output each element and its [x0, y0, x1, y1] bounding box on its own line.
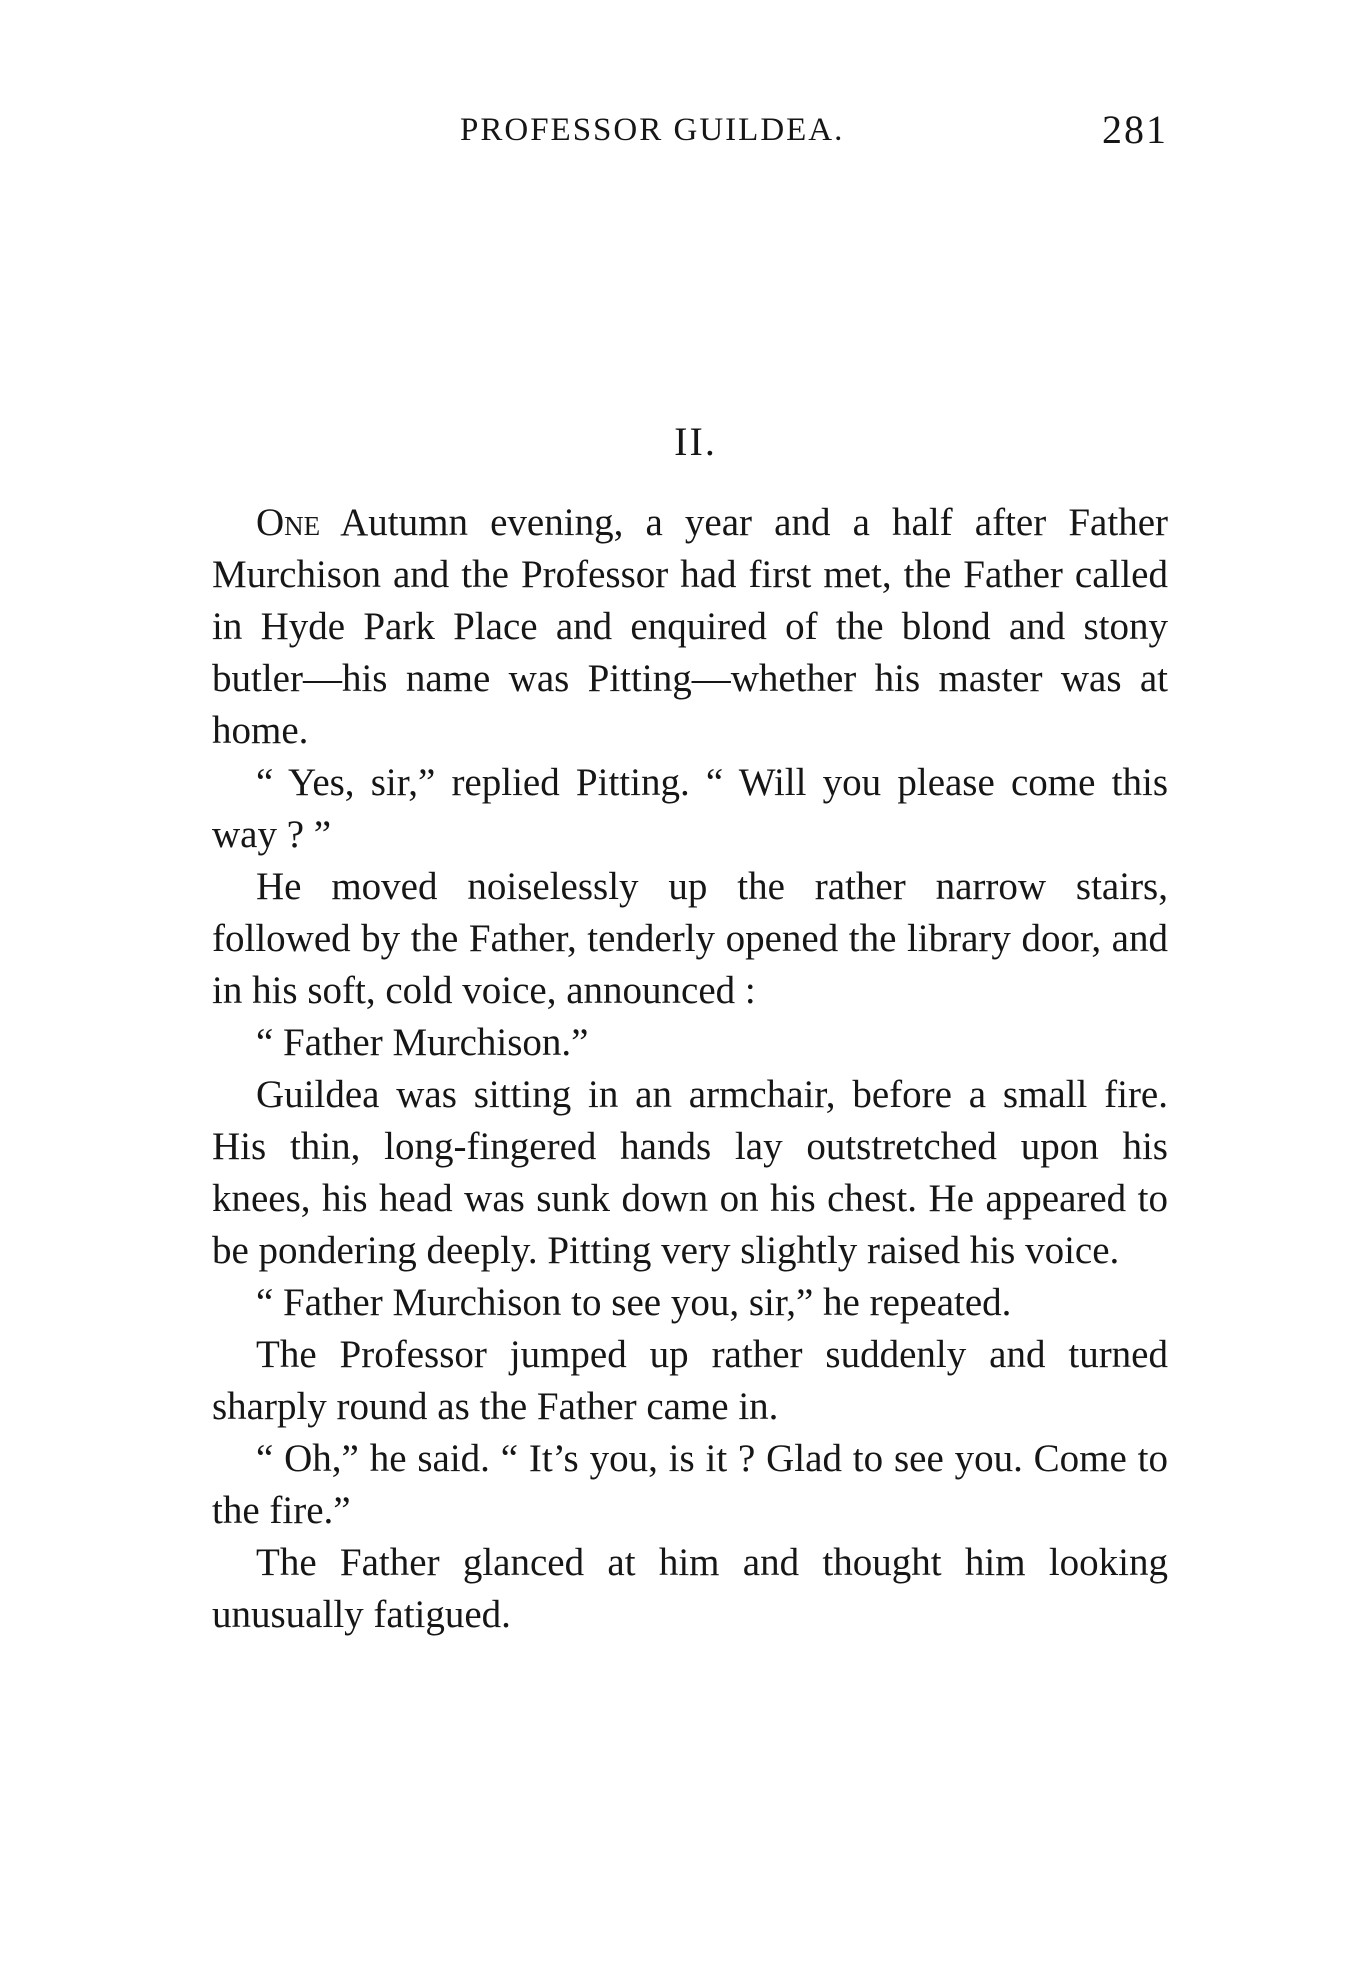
- paragraph: [212, 497, 1168, 757]
- paragraph: “ Father Murchison.”: [256, 1021, 589, 1064]
- running-header: [212, 100, 1168, 160]
- running-title: PROFESSOR GUILDEA.: [460, 112, 845, 148]
- body-text: [212, 497, 1168, 1641]
- paragraph-lead-small-caps: One: [256, 501, 321, 544]
- paragraph: He moved noiselessly up the rather narrow stairs, followed by the Father, tenderly opened the library door, and in his soft, cold voice, announced :: [212, 865, 1168, 1012]
- paragraph: Guildea was sitting in an armchair, before a small fire. His thin, long-fingered hands lay outstretched upon his knees, his head was sunk down on his chest. He appeared to be pondering deeply. Pitting very slightly raised his voice.: [212, 1073, 1168, 1272]
- paragraph: “ Father Murchison to see you, sir,” he repeated.: [256, 1281, 1012, 1324]
- chapter-number: II.: [674, 419, 717, 464]
- paragraph: The Father glanced at him and thought him looking unusually fatigued.: [212, 1541, 1168, 1636]
- paragraph: The Professor jumped up rather suddenly and turned sharply round as the Father came in.: [212, 1333, 1168, 1428]
- paragraph-text: Autumn evening, a year and a half after Father Murchison and the Professor had first met, the Father called in Hyde Park Place and enquired of the blond and stony butler—his name was Pitting—whether his master was at home.: [212, 501, 1168, 752]
- paragraph: “ Yes, sir,” replied Pitting. “ Will you please come this way ? ”: [212, 761, 1168, 856]
- page-number: 281: [1102, 107, 1168, 152]
- paragraph: “ Oh,” he said. “ It’s you, is it ? Glad to see you. Come to the fire.”: [212, 1437, 1168, 1532]
